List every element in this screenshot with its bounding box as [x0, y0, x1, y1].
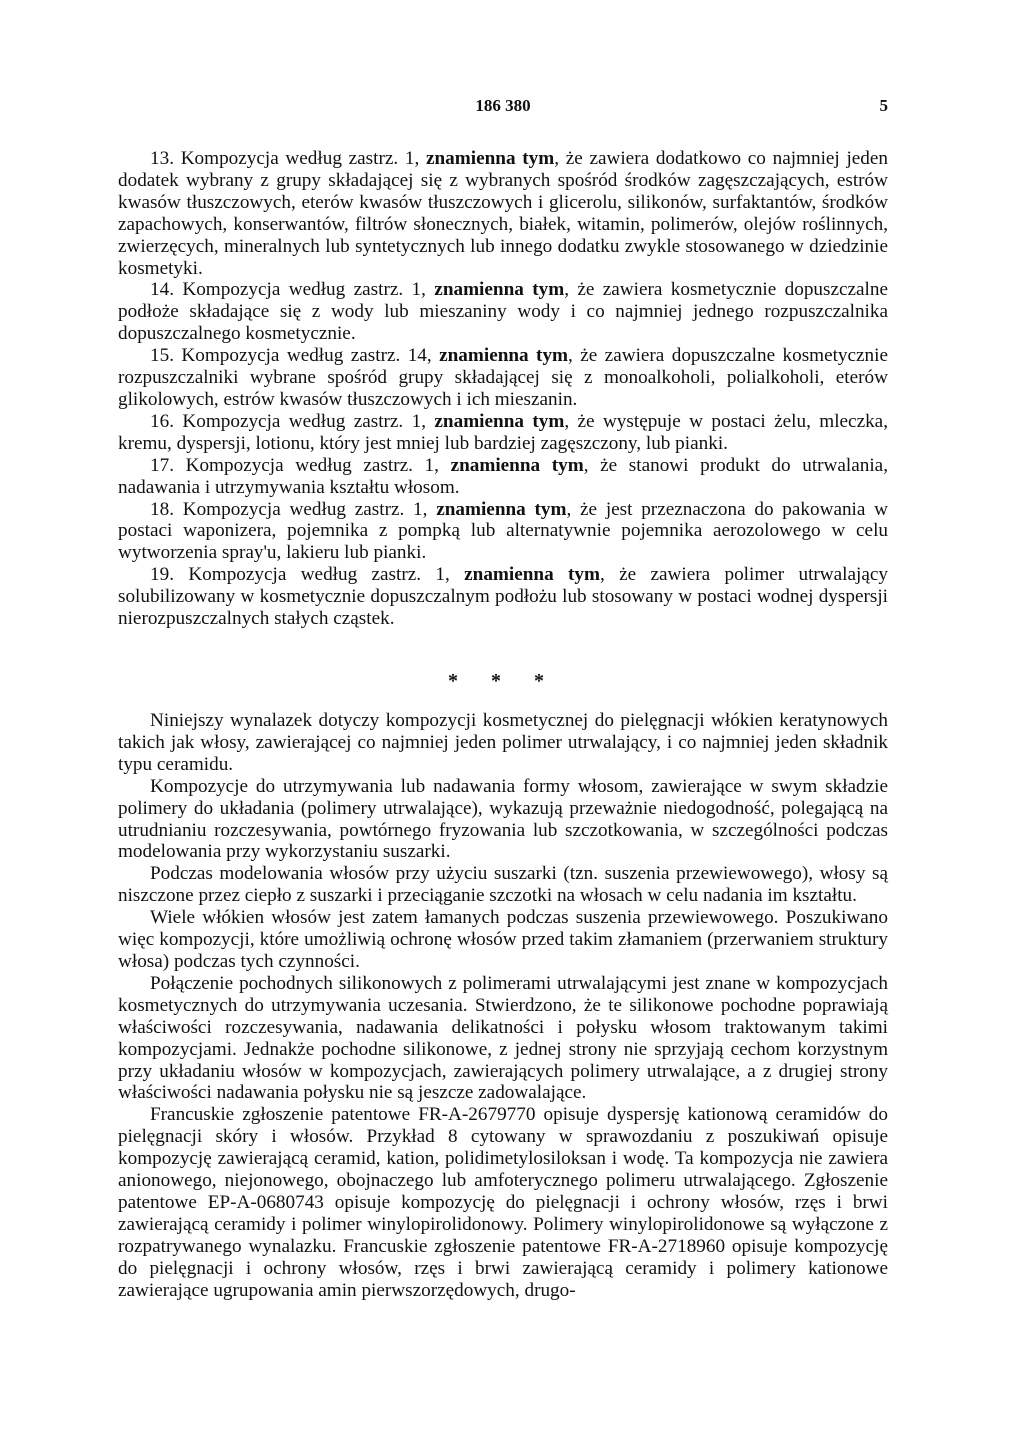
claim-marker: znamienna tym	[464, 564, 600, 586]
description-paragraph: Wiele włókien włosów jest zatem łamanych podczas suszenia przewiewowego. Poszukiwano więc kompozycji, które umożliwią ochronę włosów przed takim złamaniem (przerwaniem struktury włosa) podczas tych czynności.	[118, 907, 888, 972]
claims-section	[118, 148, 888, 630]
claim-15: 15. Kompozycja według zastrz. 14, znamienna tym, że zawiera dopuszczalne kosmetycznie rozpuszczalniki wybrane spośród grupy składającej się z monoalkoholi, polialkoholi, eterów glikolowych, estrów kwasów tłuszczowych i ich mieszanin.	[118, 345, 888, 410]
description-paragraph: Połączenie pochodnych silikonowych z polimerami utrwalającymi jest znane w kompozycjach kosmetycznych do utrzymywania uczesania. Stwierdzono, że te silikonowe pochodne poprawiają właściwości rozczesywania, nadawania delikatności i połysku włosom traktowanym takimi kompozycjami. Jednakże pochodne silikonowe, z jednej strony nie sprzyjają cechom korzystnym przy układaniu włosów w kompozycjach, zawierających polimery utrwalające, a z drugiej strony właściwości nadawania połysku nie są jeszcze zadowalające.	[118, 972, 888, 1104]
claim-14: 14. Kompozycja według zastrz. 1, znamienna tym, że zawiera kosmetycznie dopuszczalne podłoże składające się z wody lub mieszaniny wody i co najmniej jednego rozpuszczalnika dopuszczalnego kosmetycznie.	[118, 279, 888, 345]
claim-13: 13. Kompozycja według zastrz. 1, znamienna tym, że zawiera dodatkowo co najmniej jeden dodatek wybrany z grupy składającej się z wybranych spośród środków zagęszczających, estrów kwasów tłuszczowych, eterów kwasów tłuszczowych i glicerolu, silikonów, surfaktantów, środków zapachowych, konserwantów, filtrów słonecznych, białek, witamin, polimerów, olejów roślinnych, zwierzęcych, mineralnych lub syntetycznych lub innego dodatku zwykle stosowanego w dziedzinie kosmetyki.	[118, 148, 889, 279]
section-separator: * * *	[448, 670, 558, 692]
claim-marker: znamienna tym	[425, 148, 555, 169]
description-section	[118, 710, 888, 1301]
claim-18: 18. Kompozycja według zastrz. 1, znamienna tym, że jest przeznaczona do pakowania w postaci waponizera, pojemnika z pompką lub alternatywnie pojemnika aerozolowego w celu wytworzenia spray'u, lakieru lub pianki.	[118, 498, 889, 564]
claim-marker: znamienna tym	[436, 498, 567, 520]
description-paragraph: Podczas modelowania włosów przy użyciu suszarki (tzn. suszenia przewiewowego), włosy są niszczone przez ciepło z suszarki i przeciąganie szczotki na włosach w celu nadania im kształtu.	[118, 863, 888, 907]
claim-19: 19. Kompozycja według zastrz. 1, znamienna tym, że zawiera polimer utrwalający solubilizowany w kosmetycznie dopuszczalnym podłożu lub stosowany w postaci wodnej dyspersji nierozpuszczalnych stałych cząstek.	[118, 564, 888, 630]
claim-marker: znamienna tym	[434, 410, 565, 432]
description-paragraph: Kompozycje do utrzymywania lub nadawania formy włosom, zawierające w swym składzie polimery do układania (polimery utrwalające), wykazują przeważnie niedogodność, polegającą na utrudnianiu rozczesywania, powtórnego fryzowania lub szczotkowania, w szczególności podczas modelowania przy wykorzystaniu suszarki.	[118, 775, 888, 863]
page-header	[118, 96, 888, 120]
claim-marker: znamienna tym	[439, 345, 569, 367]
claim-marker: znamienna tym	[450, 454, 584, 476]
description-paragraph: Francuskie zgłoszenie patentowe FR-A-2679770 opisuje dyspersję kationową ceramidów do pielęgnacji skóry i włosów. Przykład 8 cytowany w sprawozdaniu z poszukiwań opisuje kompozycję zawierającą ceramid, kation, polidimetylosiloksan i wodę. Ta kompozycja nie zawiera anionowego, niejonowego, obojnaczego lub amfoterycznego polimeru utrwalającego. Zgłoszenie patentowe EP-A-0680743 opisuje kompozycję do pielęgnacji i ochrony włosów, rzęs i brwi zawierającą ceramidy i polimer winylopirolidonowy. Polimery winylopirolidonowe są wyłączone z rozpatrywanego wynalazku. Francuskie zgłoszenie patentowe FR-A-2718960 opisuje kompozycję do pielęgnacji i ochrony włosów, rzęs i brwi zawierającą ceramidy i polimery kationowe zawierające ugrupowania amin pierwszorzędowych, drugo-	[118, 1104, 888, 1301]
claim-17: 17. Kompozycja według zastrz. 1, znamienna tym, że stanowi produkt do utrwalania, nadawania i utrzymywania kształtu włosom.	[118, 454, 888, 498]
page-number: 5	[879, 96, 888, 115]
claim-marker: znamienna tym	[434, 279, 565, 301]
description-paragraph: Niniejszy wynalazek dotyczy kompozycji kosmetycznej do pielęgnacji włókien keratynowych takich jak włosy, zawierającej co najmniej jeden polimer utrwalający, i co najmniej jeden składnik typu ceramidu.	[118, 710, 888, 775]
patent-number: 186 380	[475, 96, 531, 115]
claim-16: 16. Kompozycja według zastrz. 1, znamienna tym, że występuje w postaci żelu, mleczka, kremu, dyspersji, lotionu, który jest mniej lub bardziej zagęszczony, lub pianki.	[118, 410, 888, 454]
